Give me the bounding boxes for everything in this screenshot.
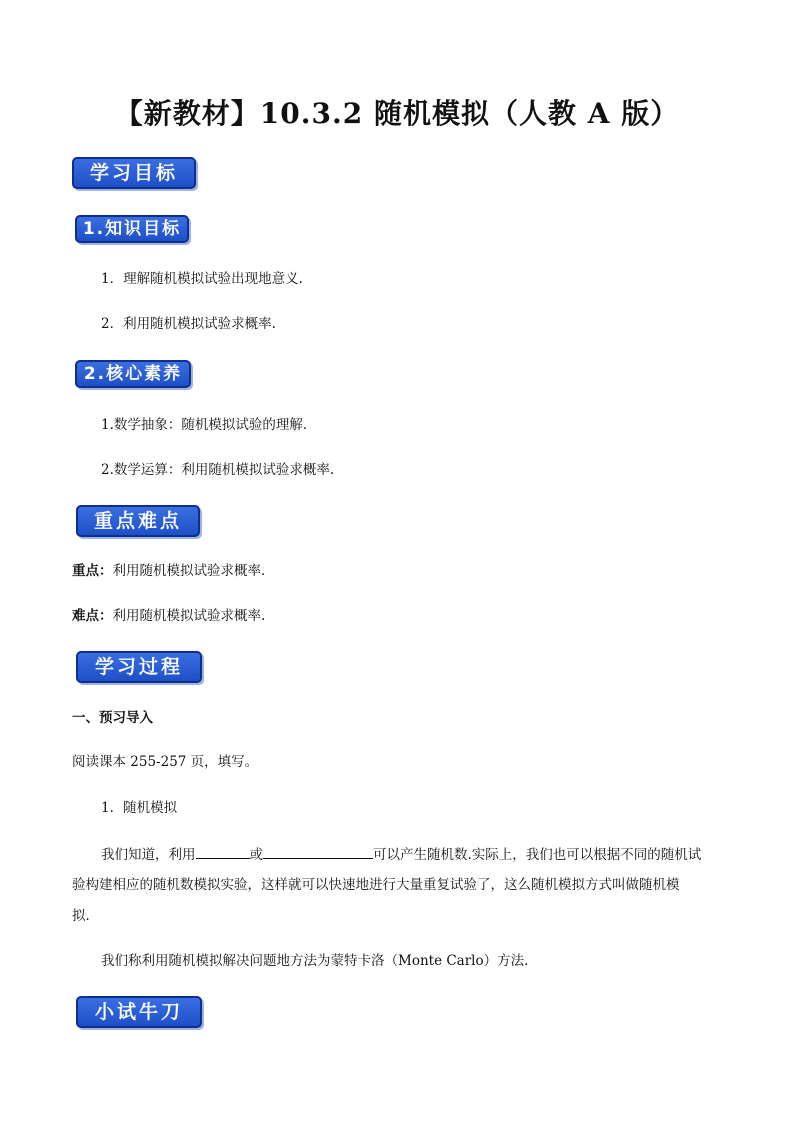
paragraph-1-line-2: 验构建相应的随机数模拟实验，这样就可以快速地进行大量重复试验了，这么随机模拟方式叫做随机模 bbox=[72, 877, 680, 893]
key-point-line bbox=[72, 562, 275, 580]
paragraph-1-line-1 bbox=[101, 844, 701, 864]
preview-instruction: 阅读课本 255-257 页，填写。 bbox=[72, 754, 259, 770]
key-point-text: 利用随机模拟试验求概率． bbox=[112, 563, 275, 579]
knowledge-item-2: 2．利用随机模拟试验求概率. bbox=[101, 316, 276, 332]
key-difficult-badge: 重点难点 bbox=[76, 505, 200, 537]
learning-process-badge: 学习过程 bbox=[76, 651, 202, 683]
paragraph-2: 我们称利用随机模拟解决问题地方法为蒙特卡洛（Monte Carlo）方法. bbox=[101, 953, 529, 969]
literacy-item-1: 1.数学抽象：随机模拟试验的理解． bbox=[101, 417, 317, 433]
knowledge-goals-badge: 1.知识目标 bbox=[75, 215, 189, 243]
learning-goals-badge: 学习目标 bbox=[72, 157, 196, 189]
difficult-point-label: 难点： bbox=[72, 608, 113, 624]
fill-blank-1[interactable] bbox=[196, 844, 250, 859]
difficult-point-text: 利用随机模拟试验求概率. bbox=[112, 608, 266, 624]
core-literacy-badge: 2.核心素养 bbox=[75, 360, 191, 388]
document-title: 【新教材】10.3.2 随机模拟（人教 A 版） bbox=[114, 97, 680, 130]
preview-heading: 一、预习导入 bbox=[72, 710, 153, 726]
key-point-label: 重点： bbox=[72, 563, 113, 579]
para1-text-b: 或 bbox=[249, 847, 263, 863]
para1-text-a: 我们知道，利用 bbox=[101, 847, 196, 863]
knowledge-item-1: 1．理解随机模拟试验出现地意义. bbox=[101, 271, 303, 287]
difficult-point-line bbox=[72, 607, 265, 625]
preview-item-title: 1．随机模拟 bbox=[101, 800, 178, 816]
fill-blank-2[interactable] bbox=[263, 844, 373, 859]
practice-badge: 小试牛刀 bbox=[76, 996, 202, 1028]
paragraph-1-line-3: 拟． bbox=[72, 908, 99, 924]
literacy-item-2: 2.数学运算：利用随机模拟试验求概率. bbox=[101, 462, 335, 478]
para1-text-c: 可以产生随机数.实际上，我们也可以根据不同的随机试 bbox=[373, 847, 702, 863]
